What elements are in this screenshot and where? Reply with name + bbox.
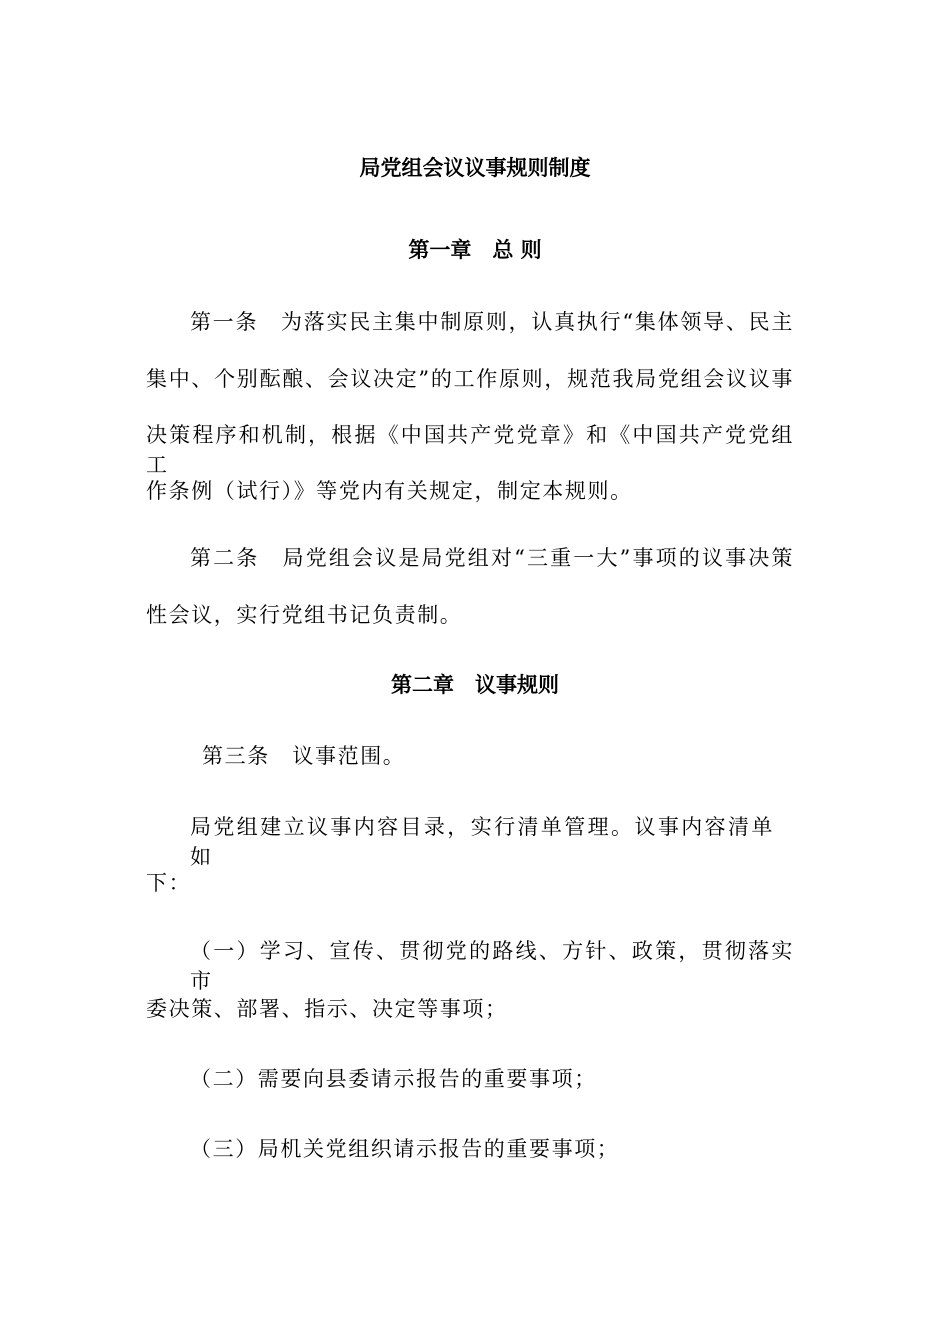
list-item: （二）需要向县委请示报告的重要事项； bbox=[190, 1067, 597, 1091]
paragraph-line: 委决策、部署、指示、决定等事项； bbox=[146, 997, 508, 1021]
paragraph-line: 决策程序和机制，根据《中国共产党党章》和《中国共产党党组工 bbox=[146, 423, 794, 477]
chapter-heading: 第一章 总 则 bbox=[408, 237, 542, 262]
list-item: （三）局机关党组织请示报告的重要事项； bbox=[190, 1137, 620, 1161]
paragraph-line: 作条例（试行）》等党内有关规定，制定本规则。 bbox=[146, 479, 633, 503]
article-3-heading: 第三条 议事范围。 bbox=[202, 744, 406, 768]
paragraph-line: 局党组建立议事内容目录，实行清单管理。议事内容清单如 bbox=[190, 815, 774, 869]
document-title: 局党组会议议事规则制度 bbox=[359, 155, 591, 180]
paragraph-line: 下： bbox=[146, 871, 192, 895]
paragraph-line: 第二条 局党组会议是局党组对“三重一大”事项的议事决策 bbox=[190, 546, 794, 570]
paragraph-line: （一）学习、宣传、贯彻党的路线、方针、政策，贯彻落实市 bbox=[190, 939, 794, 993]
paragraph-line: 第一条 为落实民主集中制原则，认真执行“集体领导、民主 bbox=[190, 310, 794, 334]
paragraph-line: 性会议，实行党组书记负责制。 bbox=[146, 603, 463, 627]
chapter-heading: 第二章 议事规则 bbox=[391, 672, 559, 697]
paragraph-line: 集中、个别酝酿、会议决定”的工作原则，规范我局党组会议议事 bbox=[146, 367, 794, 391]
